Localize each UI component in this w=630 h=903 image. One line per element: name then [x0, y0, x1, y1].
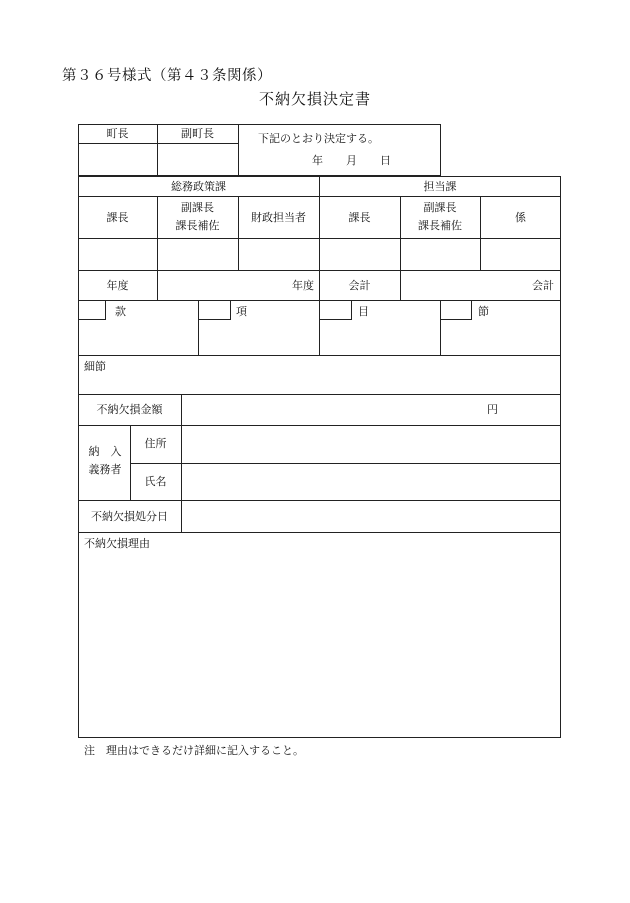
address-label: 住所 — [144, 437, 167, 450]
form-number: 第３６号様式（第４３条関係） — [62, 68, 272, 84]
obligor-text-1: 納 入 — [88, 445, 122, 458]
obligor-label — [80, 443, 130, 479]
disposition-date-label: 不納欠損処分日 — [91, 510, 168, 523]
section-chief-label: 課長 — [106, 211, 129, 224]
kou-label: 項 — [236, 305, 247, 318]
fiscal-year-label-1: 年度 — [106, 279, 129, 292]
name-label: 氏名 — [144, 475, 167, 488]
account-label-1: 会計 — [348, 279, 371, 292]
deputy-chief-label-2 — [400, 199, 480, 235]
reason-label: 不納欠損理由 — [84, 537, 150, 550]
mayor-label: 町長 — [106, 127, 129, 140]
finance-staff-label: 財政担当者 — [251, 211, 306, 224]
setsu-code-box[interactable] — [440, 300, 472, 320]
date-year-label: 年 — [312, 154, 323, 167]
document-title: 不納欠損決定書 — [258, 90, 371, 108]
date-month-label: 月 — [346, 154, 357, 167]
obligor-text-2: 義務者 — [88, 463, 122, 476]
moku-code-box[interactable] — [319, 300, 352, 320]
moku-label: 目 — [358, 305, 369, 318]
chief-assistant-text: 課長補佐 — [175, 219, 220, 232]
chief-assistant-text-2: 課長補佐 — [418, 219, 462, 232]
deputy-chief-label — [157, 199, 238, 235]
yen-label: 円 — [487, 403, 498, 416]
in-charge-dept-label: 担当課 — [423, 180, 457, 193]
staff-label: 係 — [515, 211, 526, 224]
setsu-label: 節 — [478, 305, 489, 318]
deputy-mayor-label: 副町長 — [181, 127, 214, 140]
account-label-2: 会計 — [532, 279, 554, 292]
decision-text: 下記のとおり決定する。 — [258, 132, 379, 145]
general-affairs-dept-label: 総務政策課 — [171, 180, 226, 193]
saisetsu-label: 細節 — [84, 360, 106, 373]
kou-code-box[interactable] — [198, 300, 231, 320]
deputy-chief-text-2: 副課長 — [423, 201, 457, 214]
amount-label: 不納欠損金額 — [96, 403, 163, 416]
date-day-label: 日 — [380, 154, 391, 167]
kan-label: 款 — [115, 305, 126, 318]
deputy-chief-text: 副課長 — [181, 201, 214, 214]
fiscal-year-label-2: 年度 — [292, 279, 314, 292]
footnote: 注 理由はできるだけ詳細に記入すること。 — [84, 744, 304, 757]
kan-code-box[interactable] — [78, 300, 106, 320]
section-chief-label-2: 課長 — [348, 211, 371, 224]
